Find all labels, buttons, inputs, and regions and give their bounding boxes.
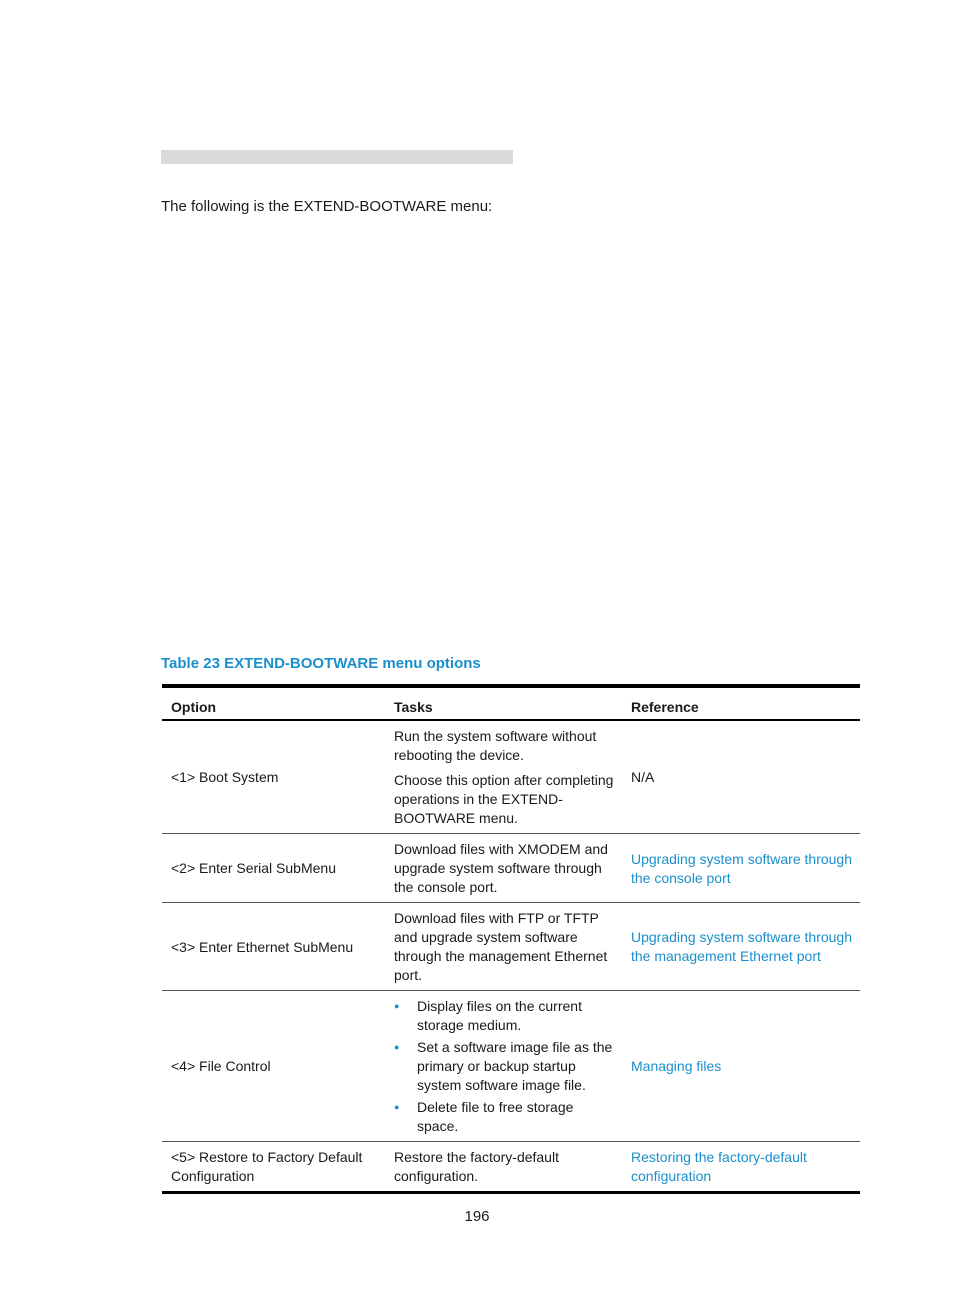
reference-link[interactable]: Managing files bbox=[631, 1058, 722, 1074]
table-row bbox=[162, 903, 860, 991]
tasks-cell bbox=[385, 991, 622, 1142]
bullet-item: ● Delete file to free storage space. bbox=[394, 1098, 614, 1136]
reference-link[interactable]: Restoring the factory-default configuration bbox=[631, 1149, 807, 1184]
option-cell: <3> Enter Ethernet SubMenu bbox=[162, 903, 385, 991]
header-tasks: Tasks bbox=[385, 686, 622, 720]
reference-link[interactable]: Upgrading system software through the console port bbox=[631, 850, 852, 886]
task-text: Choose this option after completing operations in the EXTEND-BOOTWARE menu. bbox=[394, 772, 614, 826]
reference-cell bbox=[622, 903, 860, 991]
table-row bbox=[162, 834, 860, 903]
page-number: 196 bbox=[464, 1208, 490, 1225]
table-row bbox=[162, 720, 860, 834]
option-cell: <4> File Control bbox=[162, 991, 385, 1142]
tasks-cell: Download files with FTP or TFTP and upgrade system software through the management Ethernet port. bbox=[385, 903, 622, 991]
header-reference: Reference bbox=[622, 686, 860, 720]
reference-cell bbox=[622, 834, 860, 903]
task-bullet-list bbox=[394, 997, 614, 1136]
reference-cell: N/A bbox=[622, 720, 860, 834]
option-cell: <5> Restore to Factory Default Configuration bbox=[162, 1142, 385, 1193]
reference-link[interactable]: Upgrading system software through the management Ethernet port bbox=[631, 929, 852, 964]
option-cell: <1> Boot System bbox=[162, 720, 385, 834]
table-row bbox=[162, 991, 860, 1142]
table-header-row bbox=[162, 686, 860, 720]
bullet-item: ● Set a software image file as the primary or backup startup system software image file. bbox=[394, 1038, 614, 1095]
tasks-cell bbox=[385, 720, 622, 834]
menu-options-table bbox=[162, 684, 860, 1194]
header-option: Option bbox=[162, 686, 385, 720]
bullet-item: ● Display files on the current storage medium. bbox=[394, 997, 614, 1035]
section-heading-bar bbox=[161, 150, 513, 164]
table-row bbox=[162, 1142, 860, 1193]
reference-cell bbox=[622, 1142, 860, 1193]
table-caption: Table 23 EXTEND-BOOTWARE menu options bbox=[161, 655, 481, 672]
reference-cell bbox=[622, 991, 860, 1142]
tasks-cell: Download files with XMODEM and upgrade system software through the console port. bbox=[385, 834, 622, 903]
intro-paragraph: The following is the EXTEND-BOOTWARE menu: bbox=[161, 198, 493, 215]
task-text: Run the system software without rebooting the device. bbox=[394, 728, 597, 763]
tasks-cell: Restore the factory-default configuration. bbox=[385, 1142, 622, 1193]
option-cell: <2> Enter Serial SubMenu bbox=[162, 834, 385, 903]
